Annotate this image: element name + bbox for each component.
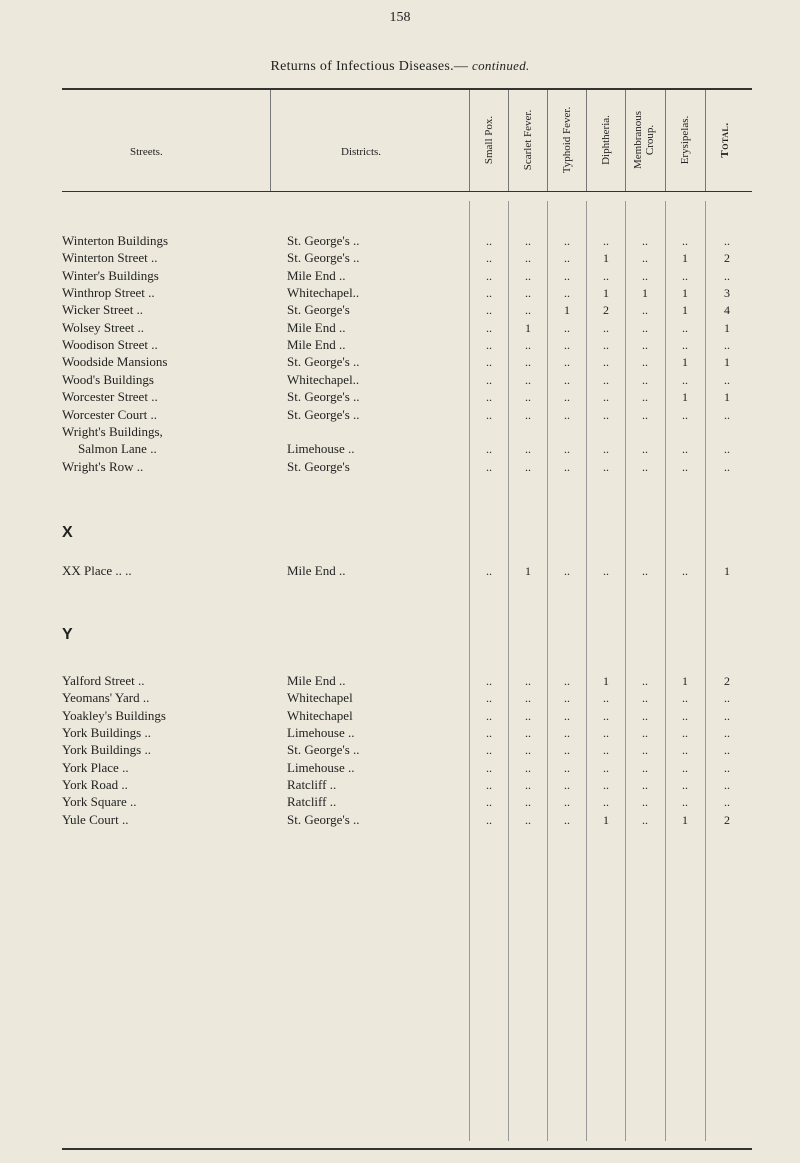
street-name: Winter's Buildings: [62, 267, 159, 283]
count-cell: 1: [682, 390, 688, 405]
page-number: 158: [389, 10, 411, 25]
table-row: [0, 389, 800, 405]
title-text: Returns of Infectious Diseases.—: [270, 59, 469, 74]
count-cell: 1: [603, 812, 609, 827]
header-divider: [270, 90, 271, 191]
count-cell: ..: [486, 726, 492, 741]
street-name: Yule Court ..: [62, 811, 129, 827]
district-name: St. George's ..: [287, 354, 360, 370]
count-cell: 1: [564, 303, 570, 318]
street-name: Worcester Court ..: [62, 406, 157, 422]
count-cell: ..: [603, 459, 609, 474]
count-cell: ..: [642, 812, 648, 827]
count-cell: ..: [603, 320, 609, 335]
count-cell: ..: [603, 234, 609, 248]
street-name: York Road ..: [62, 777, 128, 793]
count-cell: ..: [525, 674, 531, 688]
section-y-letter: Y: [62, 626, 73, 643]
count-cell: 1: [724, 564, 730, 578]
count-cell: ..: [525, 338, 531, 353]
count-cell: ..: [682, 234, 688, 248]
count-cell: ..: [486, 812, 492, 827]
table-row: [0, 233, 800, 249]
count-cell: ..: [564, 691, 570, 706]
count-cell: ..: [525, 286, 531, 301]
table-bottom-rule: [62, 1148, 752, 1150]
count-cell: ..: [525, 743, 531, 758]
street-name: York Buildings ..: [62, 742, 151, 758]
count-cell: ..: [724, 743, 730, 758]
table-row: [0, 285, 800, 301]
count-cell: ..: [564, 760, 570, 775]
count-cell: ..: [486, 234, 492, 248]
count-cell: 1: [642, 286, 648, 301]
count-cell: ..: [486, 691, 492, 706]
district-name: Ratcliff ..: [287, 794, 337, 810]
count-cell: ..: [682, 459, 688, 474]
count-cell: ..: [642, 320, 648, 335]
district-name: Mile End ..: [287, 319, 346, 335]
street-name: Winterton Buildings: [62, 233, 168, 248]
count-cell: ..: [642, 303, 648, 318]
count-cell: ..: [525, 390, 531, 405]
district-name: Whitechapel..: [287, 285, 360, 301]
street-name: York Buildings ..: [62, 725, 151, 741]
header-districts: Districts.: [341, 146, 382, 158]
count-cell: ..: [525, 442, 531, 457]
district-name: Limehouse ..: [287, 441, 355, 457]
table-row: [0, 424, 800, 440]
header-small-pox: Small Pox.: [483, 115, 495, 165]
table-header-rule: [62, 191, 752, 192]
count-cell: 1: [724, 320, 730, 335]
district-name: St. George's ..: [287, 250, 360, 266]
count-cell: ..: [724, 691, 730, 706]
district-name: Mile End ..: [287, 337, 346, 353]
count-cell: ..: [642, 338, 648, 353]
count-cell: ..: [642, 268, 648, 283]
header-scarlet-fever: Scarlet Fever.: [522, 109, 534, 171]
count-cell: ..: [642, 442, 648, 457]
header-divider: [665, 90, 666, 191]
count-cell: ..: [486, 778, 492, 793]
count-cell: ..: [564, 407, 570, 422]
count-cell: ..: [525, 726, 531, 741]
count-cell: ..: [603, 691, 609, 706]
table-row: [0, 268, 800, 284]
count-cell: 1: [682, 303, 688, 318]
count-cell: ..: [564, 390, 570, 405]
count-cell: 1: [603, 674, 609, 688]
street-name: XX Place .. ..: [62, 563, 132, 578]
table-row: [0, 407, 800, 423]
table-row: [0, 673, 800, 689]
street-name: York Square ..: [62, 794, 137, 810]
count-cell: ..: [603, 778, 609, 793]
header-divider: [547, 90, 548, 191]
count-cell: ..: [564, 442, 570, 457]
count-cell: ..: [642, 407, 648, 422]
count-cell: ..: [525, 760, 531, 775]
count-cell: 2: [603, 303, 609, 318]
street-name: Woodside Mansions: [62, 354, 168, 370]
count-cell: 1: [603, 286, 609, 301]
district-name: St. George's ..: [287, 811, 360, 827]
table-row: [0, 760, 800, 776]
header-divider: [469, 90, 470, 191]
count-cell: ..: [486, 268, 492, 283]
count-cell: ..: [564, 268, 570, 283]
count-cell: ..: [724, 407, 730, 422]
table-row: [0, 337, 800, 353]
count-cell: ..: [642, 251, 648, 266]
district-name: Mile End ..: [287, 267, 346, 283]
count-cell: 1: [682, 251, 688, 266]
table-row: [0, 250, 800, 266]
count-cell: ..: [642, 459, 648, 474]
count-cell: ..: [486, 372, 492, 387]
count-cell: ..: [525, 355, 531, 370]
count-cell: ..: [724, 795, 730, 810]
count-cell: 1: [724, 390, 730, 405]
count-cell: ..: [682, 778, 688, 793]
count-cell: ..: [682, 442, 688, 457]
count-cell: ..: [603, 442, 609, 457]
count-cell: ..: [564, 459, 570, 474]
table-row: [0, 441, 800, 457]
count-cell: ..: [564, 338, 570, 353]
count-cell: ..: [724, 760, 730, 775]
table-top-rule: [62, 88, 752, 90]
count-cell: ..: [564, 778, 570, 793]
count-cell: ..: [603, 390, 609, 405]
district-name: St. George's ..: [287, 742, 360, 758]
count-cell: ..: [642, 355, 648, 370]
count-cell: ..: [603, 795, 609, 810]
count-cell: ..: [682, 743, 688, 758]
table-row: [0, 812, 800, 828]
count-cell: ..: [642, 795, 648, 810]
count-cell: ..: [564, 355, 570, 370]
count-cell: ..: [642, 691, 648, 706]
count-cell: ..: [642, 390, 648, 405]
count-cell: ..: [486, 708, 492, 723]
district-name: Mile End ..: [287, 673, 346, 688]
count-cell: ..: [603, 708, 609, 723]
count-cell: ..: [642, 708, 648, 723]
count-cell: ..: [603, 743, 609, 758]
district-name: Limehouse ..: [287, 759, 355, 775]
count-cell: ..: [682, 320, 688, 335]
count-cell: ..: [603, 407, 609, 422]
count-cell: ..: [486, 390, 492, 405]
title-continued: continued.: [472, 58, 530, 73]
district-name: Mile End ..: [287, 563, 346, 578]
count-cell: ..: [603, 355, 609, 370]
table-row: [0, 708, 800, 724]
count-cell: ..: [682, 268, 688, 283]
header-erysipelas: Erysipelas.: [679, 115, 691, 165]
count-cell: ..: [564, 795, 570, 810]
count-cell: ..: [682, 795, 688, 810]
count-cell: 1: [724, 355, 730, 370]
street-name: Wright's Buildings,: [62, 423, 163, 439]
count-cell: ..: [724, 778, 730, 793]
count-cell: ..: [564, 286, 570, 301]
header-divider: [586, 90, 587, 191]
count-cell: ..: [486, 564, 492, 578]
district-name: Whitechapel: [287, 690, 353, 706]
count-cell: ..: [724, 338, 730, 353]
count-cell: ..: [724, 442, 730, 457]
count-cell: ..: [486, 442, 492, 457]
count-cell: ..: [525, 691, 531, 706]
count-cell: 1: [682, 355, 688, 370]
count-cell: ..: [642, 760, 648, 775]
count-cell: ..: [724, 459, 730, 474]
table-row: [0, 302, 800, 318]
count-cell: ..: [564, 372, 570, 387]
page-title: [0, 58, 800, 75]
count-cell: ..: [642, 743, 648, 758]
street-name: Wolsey Street ..: [62, 319, 144, 335]
count-cell: ..: [525, 708, 531, 723]
count-cell: ..: [525, 812, 531, 827]
count-cell: ..: [486, 760, 492, 775]
count-cell: 4: [724, 303, 730, 318]
count-cell: ..: [486, 355, 492, 370]
count-cell: ..: [642, 372, 648, 387]
count-cell: 2: [724, 674, 730, 688]
header-divider: [625, 90, 626, 191]
count-cell: ..: [486, 674, 492, 688]
count-cell: ..: [682, 407, 688, 422]
street-name: Salmon Lane ..: [78, 441, 157, 457]
table-row: [0, 777, 800, 793]
count-cell: ..: [486, 459, 492, 474]
count-cell: 2: [724, 251, 730, 266]
header-typhoid-fever: Typhoid Fever.: [561, 106, 573, 174]
count-cell: ..: [564, 674, 570, 688]
count-cell: 1: [525, 564, 531, 578]
count-cell: 1: [603, 251, 609, 266]
street-name: Wood's Buildings: [62, 371, 154, 387]
street-name: Yeomans' Yard ..: [62, 690, 150, 706]
header-membranous-croup: [632, 92, 656, 188]
count-cell: ..: [486, 303, 492, 318]
count-cell: ..: [642, 726, 648, 741]
street-name: Woodison Street ..: [62, 337, 158, 353]
district-name: Ratcliff ..: [287, 777, 337, 793]
header-divider: [508, 90, 509, 191]
table-row: [0, 690, 800, 706]
count-cell: ..: [603, 760, 609, 775]
count-cell: ..: [682, 760, 688, 775]
street-name: Wicker Street ..: [62, 302, 144, 318]
count-cell: ..: [724, 234, 730, 248]
street-name: Yoakley's Buildings: [62, 707, 166, 723]
district-name: St. George's ..: [287, 389, 360, 405]
count-cell: ..: [682, 564, 688, 578]
count-cell: ..: [642, 234, 648, 248]
table-row: [0, 725, 800, 741]
header-divider: [705, 90, 706, 191]
district-name: St. George's: [287, 458, 350, 474]
district-name: Limehouse ..: [287, 725, 355, 741]
count-cell: ..: [525, 303, 531, 318]
count-cell: ..: [525, 372, 531, 387]
count-cell: ..: [682, 726, 688, 741]
count-cell: ..: [486, 743, 492, 758]
count-cell: ..: [564, 564, 570, 578]
table-row: [0, 742, 800, 758]
street-name: York Place ..: [62, 759, 129, 775]
count-cell: ..: [682, 708, 688, 723]
count-cell: ..: [564, 234, 570, 248]
count-cell: ..: [525, 795, 531, 810]
count-cell: ..: [564, 812, 570, 827]
count-cell: 1: [682, 286, 688, 301]
count-cell: ..: [603, 268, 609, 283]
count-cell: ..: [603, 564, 609, 578]
count-cell: ..: [642, 778, 648, 793]
section-x-letter: X: [62, 524, 73, 541]
count-cell: ..: [525, 407, 531, 422]
street-name: Winthrop Street ..: [62, 285, 155, 301]
count-cell: 1: [525, 320, 531, 335]
count-cell: ..: [724, 726, 730, 741]
count-cell: ..: [642, 674, 648, 688]
table-row: [0, 372, 800, 388]
table-row: [0, 320, 800, 336]
count-cell: ..: [525, 268, 531, 283]
street-name: Yalford Street ..: [62, 673, 145, 688]
table-row: [0, 794, 800, 810]
header-streets: Streets.: [130, 146, 163, 158]
street-name: Winterton Street ..: [62, 250, 158, 266]
count-cell: 3: [724, 286, 730, 301]
count-cell: ..: [525, 778, 531, 793]
count-cell: ..: [603, 372, 609, 387]
count-cell: ..: [642, 564, 648, 578]
count-cell: ..: [603, 726, 609, 741]
count-cell: ..: [564, 708, 570, 723]
count-cell: ..: [564, 743, 570, 758]
count-cell: ..: [564, 726, 570, 741]
table-row: [0, 459, 800, 475]
table-row: [0, 354, 800, 370]
district-name: Whitechapel..: [287, 371, 360, 387]
count-cell: 2: [724, 812, 730, 827]
count-cell: ..: [724, 372, 730, 387]
count-cell: ..: [525, 251, 531, 266]
count-cell: ..: [724, 268, 730, 283]
count-cell: ..: [486, 338, 492, 353]
count-cell: ..: [486, 286, 492, 301]
count-cell: ..: [724, 708, 730, 723]
header-diphtheria: Diphtheria.: [600, 115, 612, 165]
district-name: St. George's ..: [287, 233, 360, 248]
table-row: [0, 563, 800, 579]
count-cell: ..: [486, 251, 492, 266]
count-cell: ..: [682, 691, 688, 706]
header-membranous-croup-text: Membranous Croup.: [632, 110, 656, 170]
count-cell: ..: [525, 234, 531, 248]
count-cell: 1: [682, 812, 688, 827]
count-cell: ..: [682, 338, 688, 353]
street-name: Worcester Street ..: [62, 389, 158, 405]
count-cell: ..: [603, 338, 609, 353]
count-cell: ..: [564, 320, 570, 335]
district-name: Whitechapel: [287, 707, 353, 723]
count-cell: ..: [486, 795, 492, 810]
count-cell: ..: [486, 320, 492, 335]
count-cell: 1: [682, 674, 688, 688]
count-cell: ..: [564, 251, 570, 266]
count-cell: ..: [682, 372, 688, 387]
street-name: Wright's Row ..: [62, 458, 144, 474]
district-name: St. George's ..: [287, 406, 360, 422]
count-cell: ..: [525, 459, 531, 474]
count-cell: ..: [486, 407, 492, 422]
district-name: St. George's: [287, 302, 350, 318]
header-total: Total.: [719, 122, 731, 158]
